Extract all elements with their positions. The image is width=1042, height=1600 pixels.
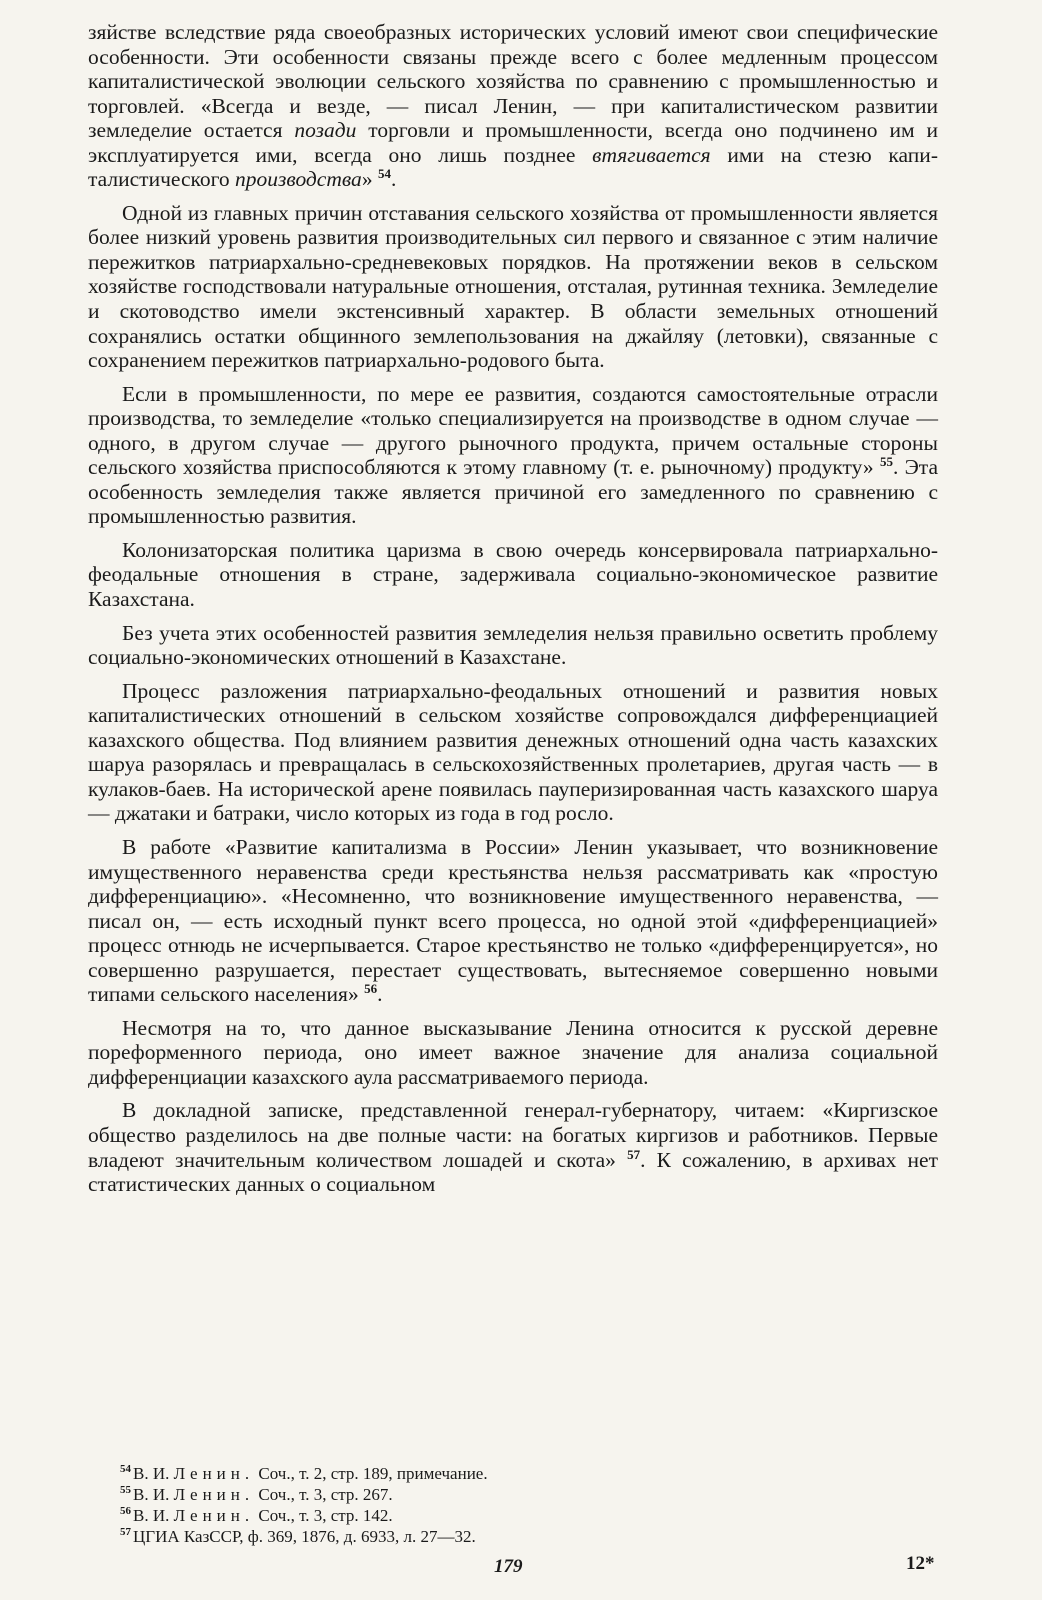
emphasis-text: втягивается: [592, 142, 711, 167]
footnote-source: Соч., т. 2, стр. 189, примечание.: [254, 1464, 488, 1483]
text-run: ими на стезю капиталистического: [88, 142, 938, 192]
footnote-author: Ленин.: [173, 1464, 255, 1483]
text-run: торговли и промышленности, всегда оно подчинено им и эксплуатируется ими, всегда оно лишь позднее: [88, 118, 938, 167]
text-run: Если в промышленности, по мере ее развития, создаются самостоятельные отрасли производства, то земледелие «только специализируется на производстве в одном случае — одного, в другом случае — другого рыночного продукта, причем остальные стороны сельского хозяйства приспособляются к этому главному (т. е. рыночному) продукту»: [88, 381, 938, 480]
footnote-source: Соч., т. 3, стр. 267.: [254, 1485, 393, 1504]
footnote-text: В. И.: [133, 1506, 174, 1525]
text-run: зяйстве вследствие ряда своеобразных исторических условий имеют свои специфические особенности. Эти особенности связаны прежде всего с более медленным процессом капиталистической эволюции сельского хозяйства по сравнению с промышленностью и торговлей. «Всегда и везде, — писал Ленин, — при капиталистическом развитии земледелие остается: [88, 20, 938, 143]
paragraph: [88, 201, 938, 373]
paragraph: [88, 1098, 938, 1196]
footnote-text: ЦГИА КазССР, ф. 369, 1876, д. 6933, л. 27—32.: [133, 1527, 476, 1546]
footnote-text: В. И.: [133, 1485, 174, 1504]
paragraph: [88, 382, 938, 529]
footnotes: [120, 1463, 940, 1547]
page-number: 179: [494, 1556, 523, 1577]
paragraph: [88, 679, 938, 826]
footnote-source: Соч., т. 3, стр. 142.: [254, 1506, 393, 1525]
footnote: [120, 1463, 940, 1484]
text-run: В докладной записке, представленной генерал-губернатору, читаем: «Киргизское общество разделилось на две полные части: на богатых киргизов и работников. Первые владеют значительным количеством лошадей и скота»: [88, 1098, 938, 1172]
text-run: .: [390, 167, 397, 192]
footnote-ref: 55: [879, 454, 893, 470]
paragraph: [88, 20, 938, 192]
text-run: Одной из главных причин отставания сельского хозяйства от промышленности является более низкий уровень развития производительных сил первого и связанное с этим наличие пережитков патриархально-средневековых порядков. На протяжении веков в сельском хозяйстве господствовали натуральные отношения, отсталая, рутинная техника. Земледелие и скотоводство имели экстенсивный характер. В области земельных отношений сохранялись остатки общинного землепользования на джайляу (летовки), связанные с сохранением пережитков патриархально-родового быта.: [88, 200, 938, 373]
text-run: . Эта особенность земледелия также является причиной его замедленного по сравнению с промышленностью развития.: [88, 455, 938, 529]
footnote-number: 55: [120, 1484, 131, 1497]
footnote: [120, 1505, 940, 1526]
footnote-number: 54: [120, 1463, 131, 1476]
footnote: [120, 1526, 940, 1547]
paragraph: [88, 621, 938, 670]
text-run: В работе «Развитие капитализма в России» Ленин указывает, что возникновение имущественного неравенства среди крестьянства нельзя рассматривать как «простую дифференциацию». «Несомненно, что возникновение имущественного неравенства, — писал он, — есть исходный пункт всего процесса, но одной этой «дифференциацией» процесс отнюдь не исчерпывается. Старое крестьянство не только «дифференцируется», но совершенно разрушается, перестает существовать, вытесняемое совершенно новыми типами сельского населения»: [88, 834, 938, 1007]
text-run: Колонизаторская политика царизма в свою очередь консервировала патриархально-феодальные отношения в стране, задерживала социально-экономическое развитие Казахстана.: [88, 537, 938, 612]
text-run: Без учета этих особенностей развития земледелия нельзя правильно осветить проблему социально-экономических отношений в Казахстане.: [88, 620, 938, 670]
emphasis-text: позади: [294, 118, 357, 143]
paragraph: [88, 538, 938, 612]
footnote-text: В. И.: [133, 1464, 174, 1483]
footnote-ref: 57: [627, 1146, 641, 1162]
main-text: [88, 20, 938, 1206]
text-run: Процесс разложения патриархально-феодальных отношений и развития новых капиталистических отношений в сельском хозяйстве сопровождался дифференциацией казахского общества. Под влиянием развития денежных отношений одна часть казахских шаруа разорялась и превращалась в сельскохозяйственных пролетариев, другая часть — в кулаков-баев. На исторической арене появилась пауперизированная часть казахского шаруа — джатаки и батраки, число которых из года в год росло.: [88, 678, 938, 826]
emphasis-text: производства: [235, 167, 362, 192]
footnote-number: 57: [120, 1526, 131, 1539]
paragraph: [88, 1016, 938, 1090]
footnote-number: 56: [120, 1505, 131, 1518]
text-run: »: [361, 167, 378, 192]
footnote: [120, 1484, 940, 1505]
text-run: . К сожалению, в архивах нет статистических данных о социальном: [88, 1147, 938, 1197]
footnote-author: Ленин.: [173, 1485, 255, 1504]
signature-mark: 12*: [906, 1553, 935, 1574]
footnote-author: Ленин.: [173, 1506, 255, 1525]
text-run: .: [377, 982, 383, 1007]
footnote-ref: 56: [364, 981, 378, 997]
text-run: Несмотря на то, что данное высказывание Ленина относится к русской деревне пореформенного периода, оно имеет важное значение для анализа социальной дифференциации казахского аула рассматриваемого периода.: [88, 1015, 938, 1089]
footnote-ref: 54: [377, 166, 391, 182]
paragraph: [88, 835, 938, 1007]
